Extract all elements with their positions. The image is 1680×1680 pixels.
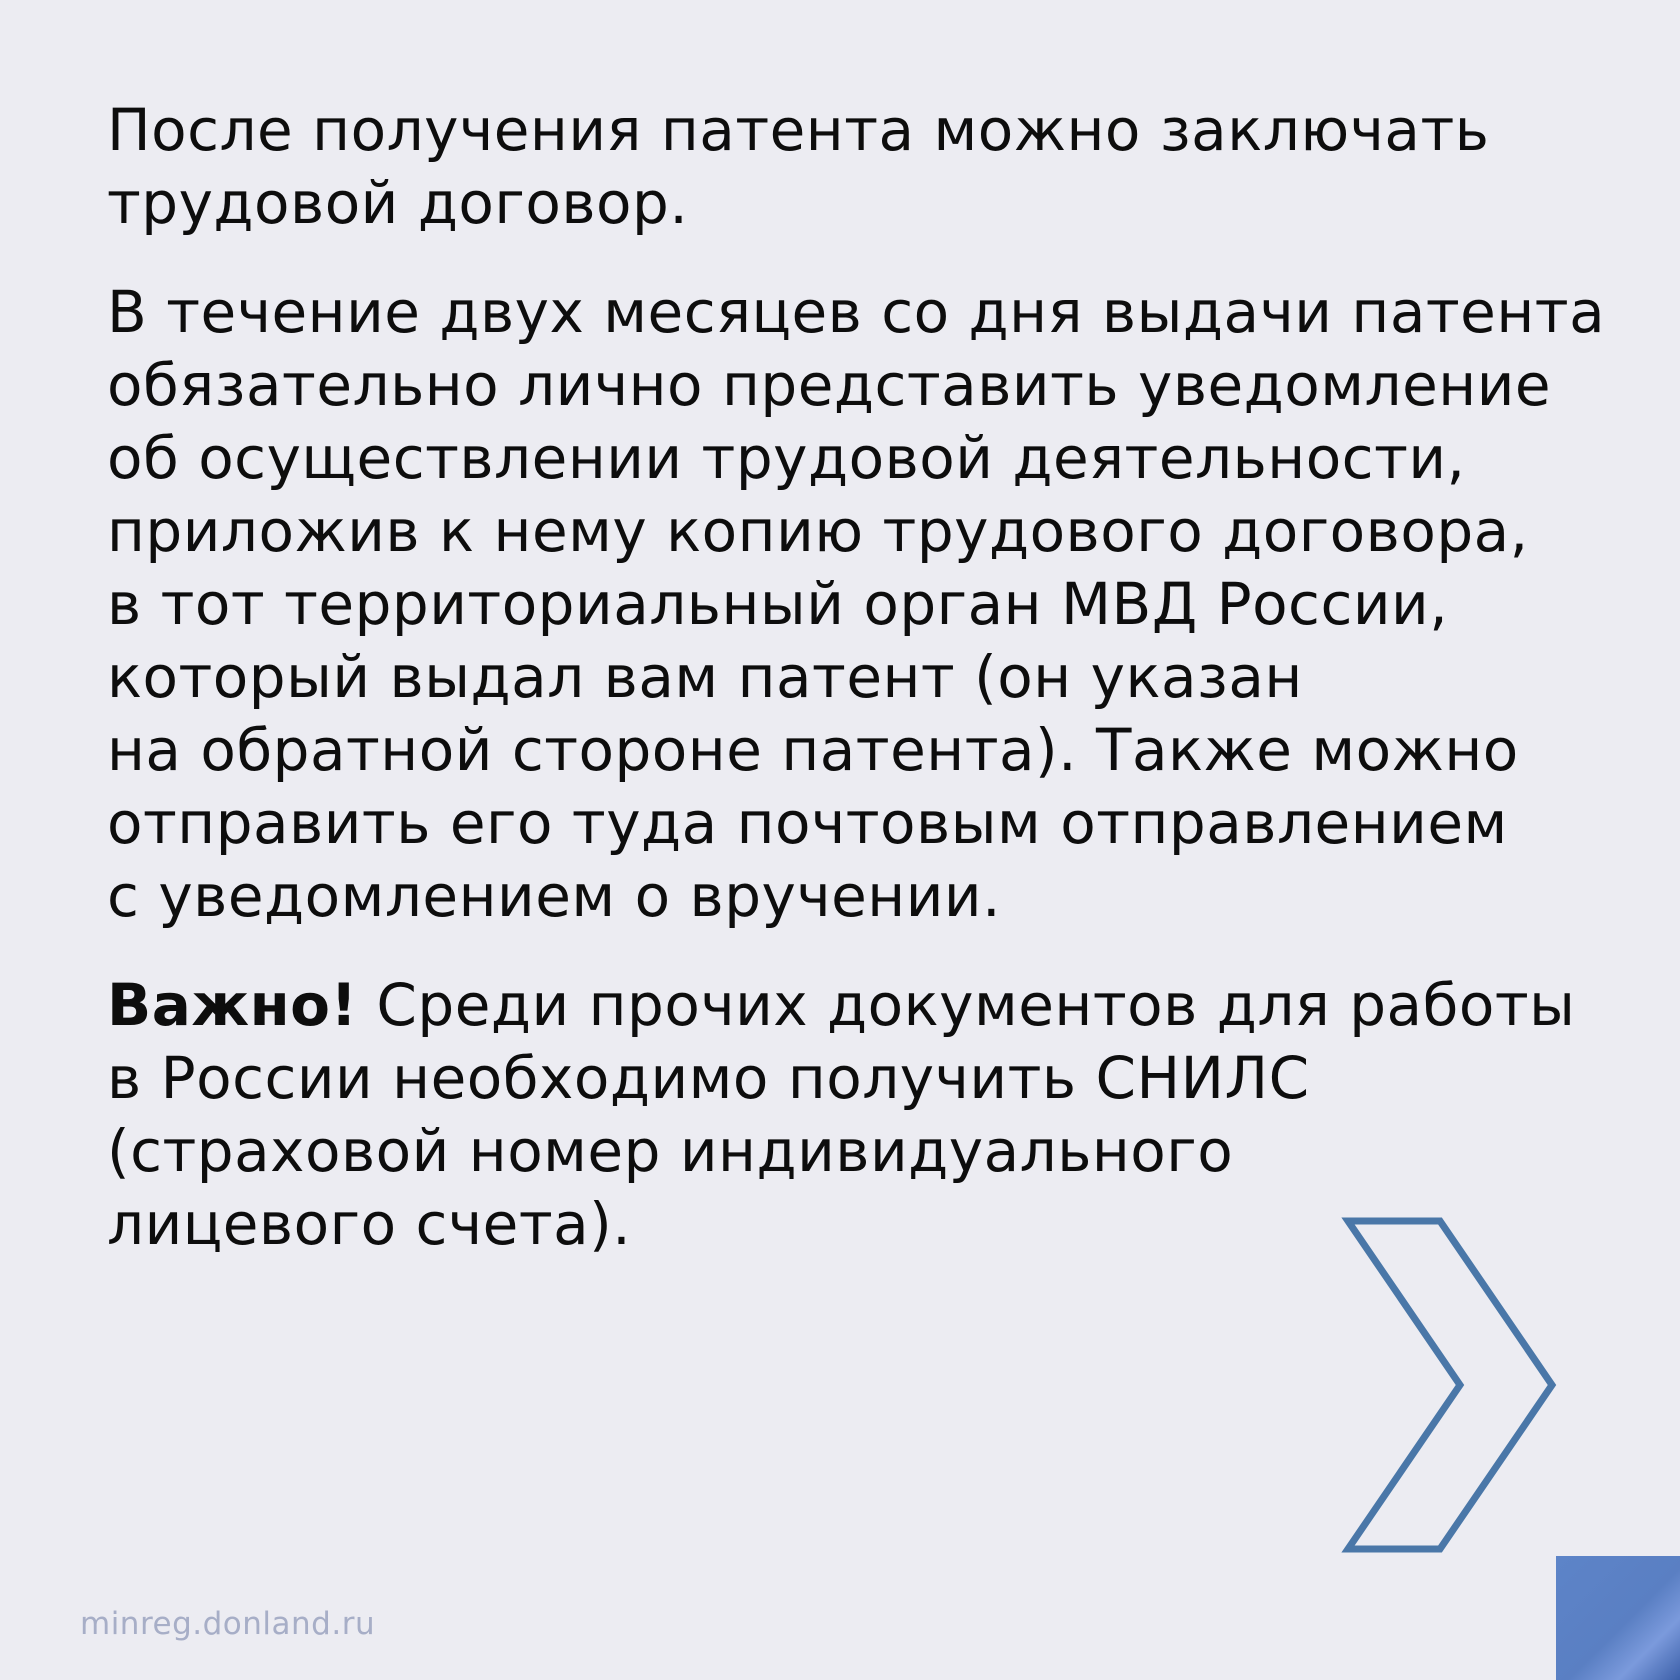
main-text — [107, 94, 1627, 1261]
chevron-right-icon[interactable] — [1330, 1215, 1590, 1555]
site-url: minreg.donland.ru — [80, 1606, 376, 1642]
paragraph-patent-contract: После получения патента можно заключать трудовой договор. — [107, 96, 1490, 237]
corner-decoration — [1556, 1556, 1680, 1680]
important-text: Среди прочих документов для работы в России необходимо получить СНИЛС (страховой номер индивидуального лицевого счета). — [107, 971, 1576, 1258]
important-label: Важно! — [107, 971, 358, 1039]
paragraph-notification: В течение двух месяцев со дня выдачи патента обязательно лично представить уведомление об осуществлении трудовой деятельности, приложив к нему копию трудового договора, в тот территориальный орган МВД России, который выдал вам патент (он указан на обратной стороне патента). Также можно отправить его туда почтовым отправлением с уведомлением о вручении. — [107, 278, 1606, 930]
